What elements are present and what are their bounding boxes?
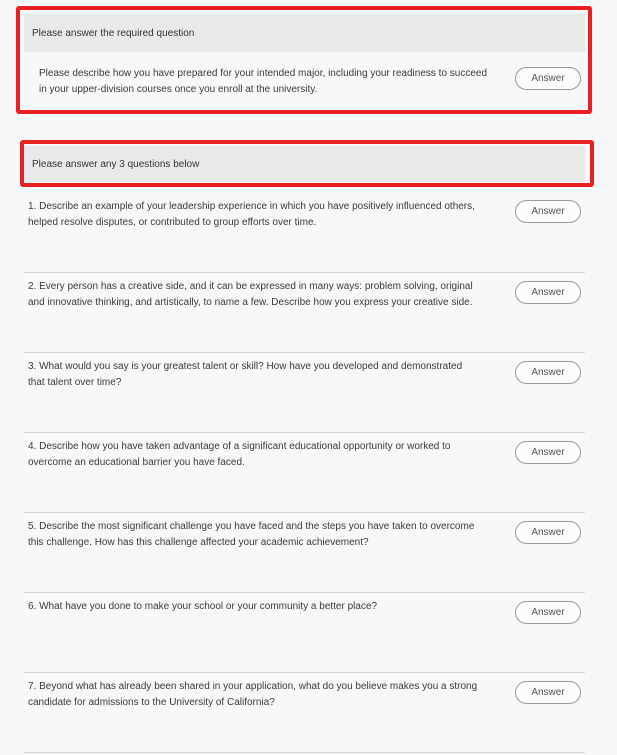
answer-button-3[interactable]: Answer <box>515 361 581 384</box>
divider <box>24 592 585 593</box>
question-text-2: 2. Every person has a creative side, and it can be expressed in many ways: problem solving, original and innovative thinking, and artistically, to name a few. Describe how you express your creative side. <box>28 281 473 308</box>
question-row-6 <box>24 599 585 669</box>
divider <box>24 352 585 353</box>
question-text-7: 7. Beyond what has already been shared in your application, what do you believe makes you a strong candidate for admissions to the University of California? <box>28 681 478 708</box>
required-answer-button[interactable]: Answer <box>515 67 581 90</box>
divider <box>24 672 585 673</box>
question-row-7 <box>24 679 585 749</box>
answer-button-5[interactable]: Answer <box>515 521 581 544</box>
required-question-row <box>24 54 585 106</box>
question-row-3 <box>24 359 585 429</box>
question-row-5 <box>24 519 585 589</box>
choice-section-header <box>24 146 585 182</box>
required-header-text: Please answer the required question <box>32 27 195 39</box>
question-text-5: 5. Describe the most significant challenge you have faced and the steps you have taken to overcome this challenge. How has this challenge affected your academic achievement? <box>28 521 475 548</box>
question-row-1 <box>24 198 585 268</box>
answer-button-2[interactable]: Answer <box>515 281 581 304</box>
choice-header-text: Please answer any 3 questions below <box>32 158 200 170</box>
answer-button-4[interactable]: Answer <box>515 441 581 464</box>
question-row-4 <box>24 439 585 509</box>
question-text-6: 6. What have you done to make your school or your community a better place? <box>28 601 378 612</box>
question-row-2 <box>24 279 585 349</box>
answer-button-1[interactable]: Answer <box>515 200 581 223</box>
answer-button-7[interactable]: Answer <box>515 681 581 704</box>
question-text-4: 4. Describe how you have taken advantage of a significant educational opportunity or worked to overcome an educational barrier you have faced. <box>28 441 451 468</box>
divider <box>24 272 585 273</box>
divider <box>24 752 585 753</box>
answer-button-6[interactable]: Answer <box>515 601 581 624</box>
divider <box>24 512 585 513</box>
required-question-text: Please describe how you have prepared for your intended major, including your readiness to succeed in your upper-division courses once you enroll at the university. <box>39 68 488 95</box>
question-text-1: 1. Describe an example of your leadership experience in which you have positively influenced others, helped resolve disputes, or contributed to group efforts over time. <box>28 201 475 228</box>
divider <box>24 432 585 433</box>
required-section-header <box>24 14 585 52</box>
question-text-3: 3. What would you say is your greatest talent or skill? How have you developed and demonstrated that talent over time? <box>28 361 463 388</box>
